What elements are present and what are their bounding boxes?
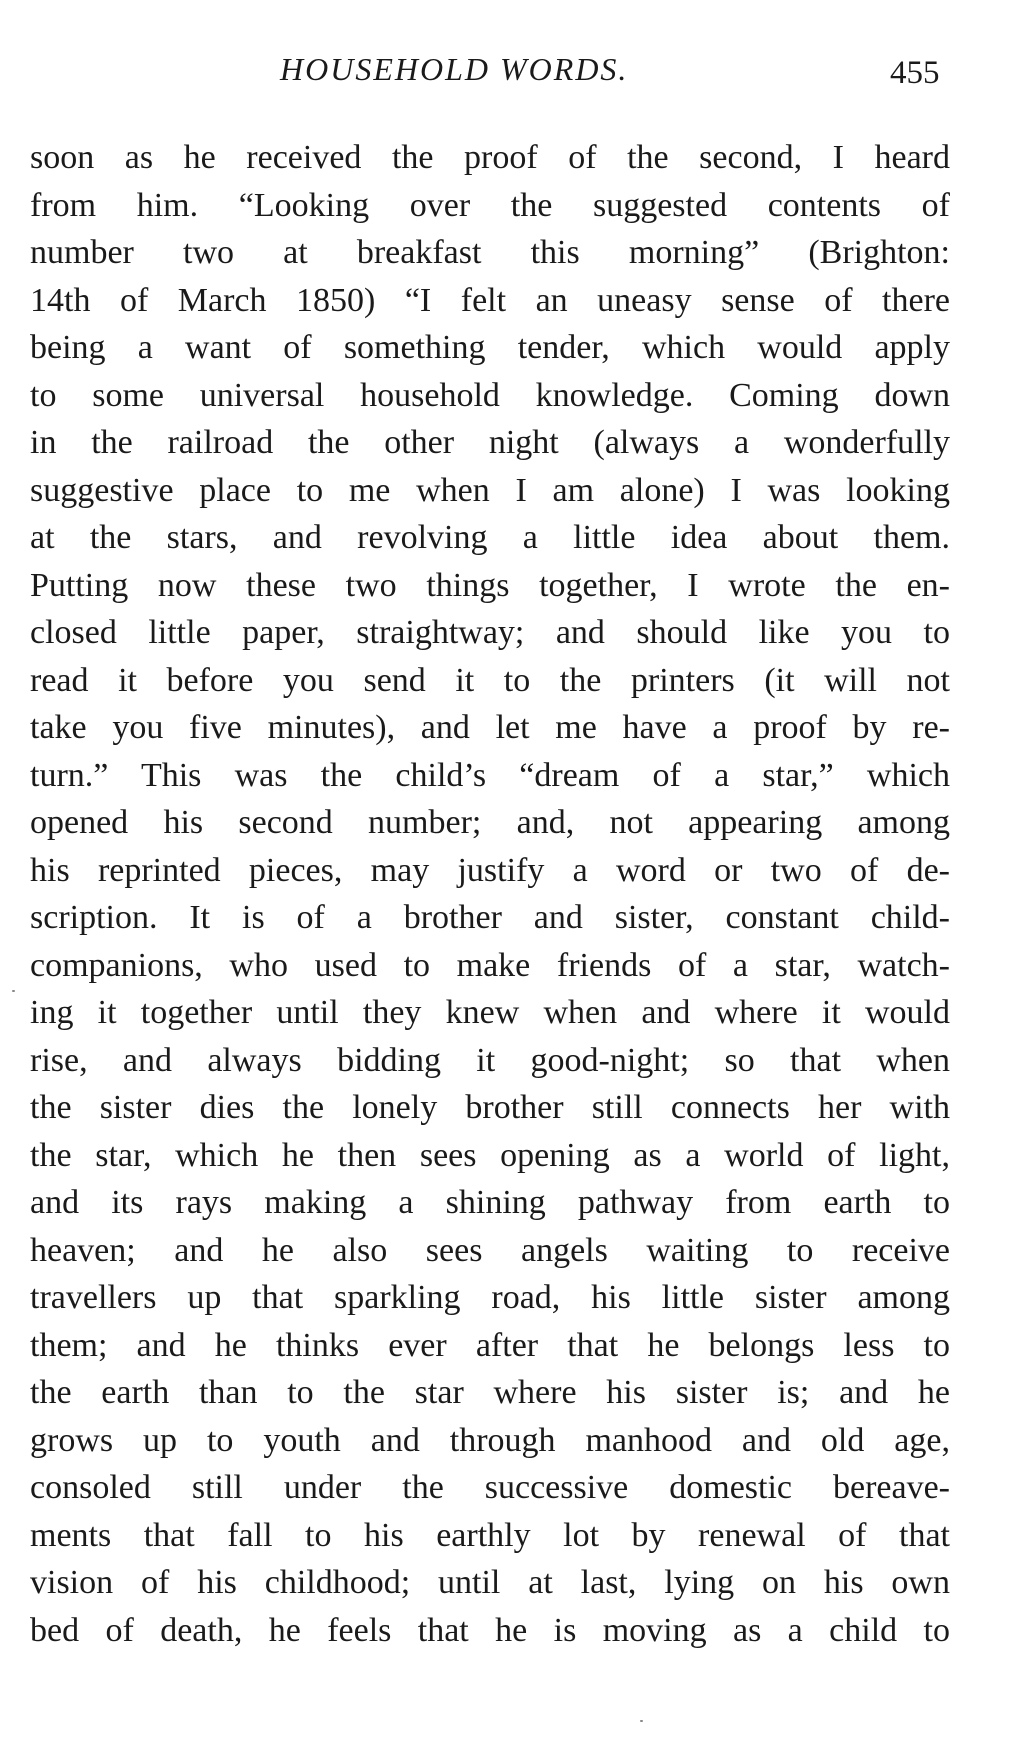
print-speck bbox=[640, 1720, 643, 1722]
text-line: suggestive place to me when I am alone) I was looking bbox=[30, 471, 950, 509]
text-line: being a want of something tender, which would apply bbox=[30, 329, 950, 366]
text-line: the earth than to the star where his sister is; and he bbox=[30, 1374, 950, 1411]
text-line: his reprinted pieces, may justify a word or two of de- bbox=[30, 851, 950, 889]
text-line: closed little paper, straightway; and should like you to bbox=[30, 614, 950, 651]
text-line: take you five minutes), and let me have a proof by re- bbox=[30, 709, 950, 746]
print-speck bbox=[12, 990, 15, 992]
text-line: rise, and always bidding it good-night; so that when bbox=[30, 1041, 950, 1079]
text-line: to some universal household knowledge. Coming down bbox=[30, 376, 950, 414]
text-line: turn.” This was the child’s “dream of a star,” which bbox=[30, 756, 950, 794]
text-line: at the stars, and revolving a little idea about them. bbox=[30, 519, 950, 556]
text-line: from him. “Looking over the suggested contents of bbox=[30, 186, 950, 224]
body-text bbox=[30, 134, 950, 1654]
text-line: opened his second number; and, not appearing among bbox=[30, 804, 950, 841]
text-line: ments that fall to his earthly lot by renewal of that bbox=[30, 1516, 950, 1554]
text-line: them; and he thinks ever after that he belongs less to bbox=[30, 1326, 950, 1364]
text-line: read it before you send it to the printers (it will not bbox=[30, 661, 950, 699]
text-line: Putting now these two things together, I wrote the en- bbox=[30, 566, 950, 604]
text-line: vision of his childhood; until at last, lying on his own bbox=[30, 1564, 950, 1601]
text-line: ing it together until they knew when and where it would bbox=[30, 994, 950, 1031]
text-line: consoled still under the successive domestic bereave- bbox=[30, 1469, 950, 1506]
text-line: number two at breakfast this morning” (Brighton: bbox=[30, 234, 950, 271]
running-title: HOUSEHOLD WORDS. bbox=[280, 51, 629, 87]
text-line: bed of death, he feels that he is moving as a child to bbox=[30, 1611, 950, 1649]
text-line: heaven; and he also sees angels waiting to receive bbox=[30, 1231, 950, 1269]
running-head bbox=[0, 45, 1035, 95]
page-number: 455 bbox=[890, 55, 940, 91]
text-line: the sister dies the lonely brother still connects her with bbox=[30, 1089, 950, 1126]
text-line: in the railroad the other night (always a wonderfully bbox=[30, 424, 950, 461]
text-line: travellers up that sparkling road, his little sister among bbox=[30, 1279, 950, 1316]
text-line: the star, which he then sees opening as a world of light, bbox=[30, 1136, 950, 1174]
text-line: grows up to youth and through manhood and old age, bbox=[30, 1421, 950, 1459]
text-line: companions, who used to make friends of a star, watch- bbox=[30, 946, 950, 984]
text-line: and its rays making a shining pathway from earth to bbox=[30, 1184, 950, 1221]
text-line: soon as he received the proof of the second, I heard bbox=[30, 139, 950, 176]
text-line: scription. It is of a brother and sister, constant child- bbox=[30, 899, 950, 936]
text-line: 14th of March 1850) “I felt an uneasy sense of there bbox=[30, 281, 950, 319]
